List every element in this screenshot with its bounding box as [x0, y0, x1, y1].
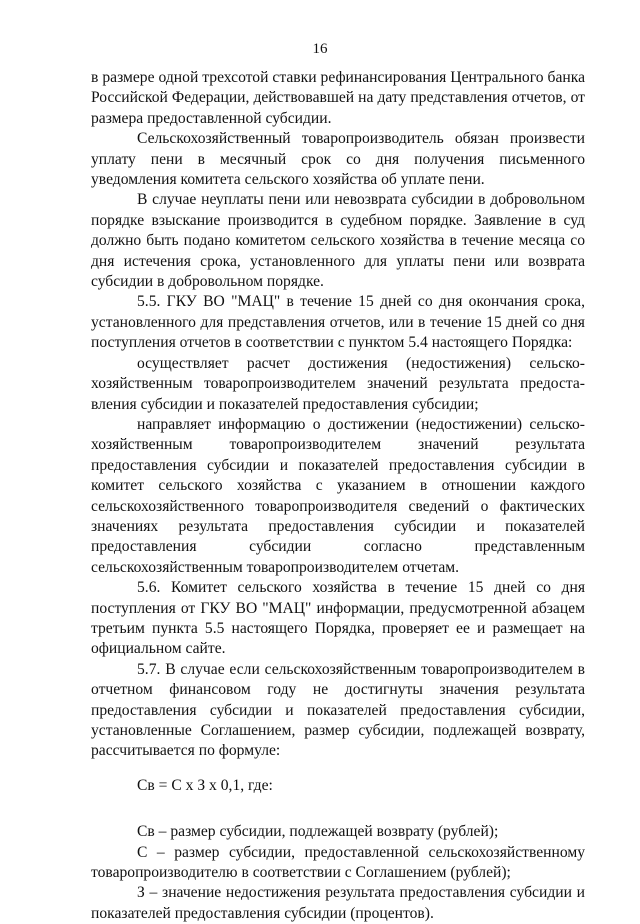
clause-5-5-calculation: осуществляет расчет достижения (недостижения) сельско-хозяйственным товаропроизводителем значений результата предоста-вления субсидии и показателей предоставления субсидии; [91, 354, 585, 413]
clause-5-7: 5.7. В случае если сельскохозяйственным товаропроизводителем в отчетном финансовом году не достигнуты значения результата предоставления субсидии и показателей предоставления субсидии, установленные Соглашением, размер субсидии, подлежащей возврату, рассчитывается по формуле: [91, 660, 585, 760]
formula-term-sv: Св – размер субсидии, подлежащей возврату (рублей); [137, 823, 499, 841]
paragraph-penalty-payment: Сельскохозяйственный товаропроизводитель обязан произвести уплату пени в месячный срок со дня получения письменного уведомления комитета сельского хозяйства об уплате пени. [91, 130, 585, 189]
document-body [91, 68, 585, 924]
formula-term-s: С – размер субсидии, предоставленной сельскохозяйственному товаропроизводителю в соответствии с Соглашением (рублей); [91, 843, 585, 882]
clause-5-5: 5.5. ГКУ ВО "МАЦ" в течение 15 дней со дня окончания срока, установленного для представления отчетов, или в течение 15 дней со дня поступления отчетов в соответствии с пунктом 5.4 настоящего Порядка: [91, 293, 585, 352]
formula-term-z: З – значение недостижения результата предоставления субсидии и показателей предоставления субсидии (процентов). [91, 884, 585, 922]
clause-5-5-information: направляет информацию о достижении (недостижении) сельско-хозяйственным товаропроизводителем значений результата предоставления субсидии и показателей предоставления субсидии в комитет сельского хозяйства с указанием в отношении каждого сельскохозяйственного товаропроизводителя сведений о фактических значениях результата предоставления субсидии и показателей предоставления субсидии согласно представленным сельскохозяйственным товаропроизводителем отчетам. [91, 415, 585, 576]
page-number: 16 [312, 41, 328, 57]
paragraph-penalty-rate: в размере одной трехсотой ставки рефинансирования Центрального банка Российской Федерации, действовавшей на дату представления отчетов, от размера предоставленной субсидии. [91, 69, 585, 127]
refund-formula: Св = С х З х 0,1, где: [137, 776, 273, 794]
clause-5-6: 5.6. Комитет сельского хозяйства в течение 15 дней со дня поступления от ГКУ ВО "МАЦ" информации, предусмотренной абзацем третьим пункта 5.5 настоящего Порядка, проверяет ее и размещает на официальном сайте. [91, 579, 585, 658]
paragraph-court-recovery: В случае неуплаты пени или невозврата субсидии в добровольном порядке взыскание производится в судебном порядке. Заявление в суд должно быть подано комитетом сельского хозяйства в течение месяца со дня истечения срока, установленного для уплаты пени или возврата субсидии в добровольном порядке. [91, 191, 585, 291]
